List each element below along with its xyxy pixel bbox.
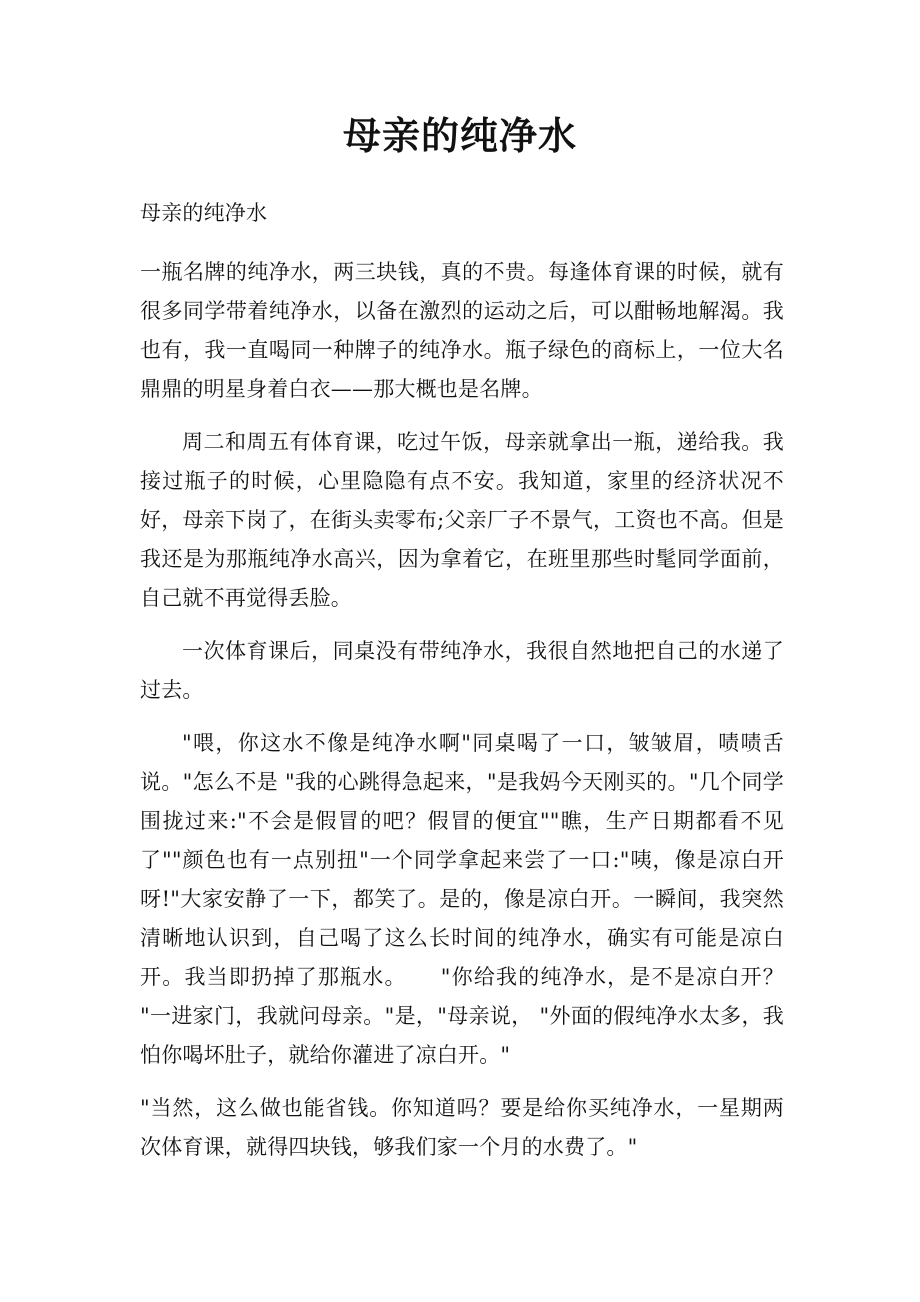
paragraph-5: "当然，这么做也能省钱。你知道吗？要是给你买纯净水，一星期两次体育课，就得四块钱，够我们家一个月的水费了。": [140, 1096, 784, 1159]
paragraph-1: 一瓶名牌的纯净水，两三块钱，真的不贵。每逢体育课的时候，就有很多同学带着纯净水，以备在激烈的运动之后，可以酣畅地解渴。我也有，我一直喝同一种牌子的纯净水。瓶子绿色的商标上，一位大名鼎鼎的明星身着白衣——那大概也是名牌。: [140, 260, 784, 401]
paragraph-3: 一次体育课后，同桌没有带纯净水，我很自然地把自己的水递了过去。: [140, 639, 784, 702]
subtitle: 母亲的纯净水: [140, 201, 268, 225]
paragraph-4: "喂，你这水不像是纯净水啊"同桌喝了一口，皱皱眉，啧啧舌说。"怎么不是 "我的心跳得急起来，"是我妈今天刚买的。"几个同学围拢过来:"不会是假冒的吧？假冒的便宜""瞧，生产日期都看不见了""颜色也有一点别扭"一个同学拿起来尝了一口:"咦，像是凉白开呀!"大家安静了一下，都笑了。是的，像是凉白开。一瞬间，我突然清晰地认识到，自己喝了这么长时间的纯净水，确实有可能是凉白开。我当即扔掉了那瓶水。 "你给我的纯净水，是不是凉白开？ "一进家门，我就问母亲。"是，"母亲说， "外面的假纯净水太多，我怕你喝坏肚子，就给你灌进了凉白开。": [140, 731, 784, 1067]
paragraph-2: 周二和周五有体育课，吃过午饭，母亲就拿出一瓶，递给我。我接过瓶子的时候，心里隐隐有点不安。我知道，家里的经济状况不好，母亲下岗了，在街头卖零布;父亲厂子不景气，工资也不高。但是我还是为那瓶纯净水高兴，因为拿着它，在班里那些时髦同学面前，自己就不再觉得丢脸。: [140, 430, 784, 610]
article-body: [140, 194, 784, 1181]
page-title: 母亲的纯净水: [342, 113, 577, 158]
